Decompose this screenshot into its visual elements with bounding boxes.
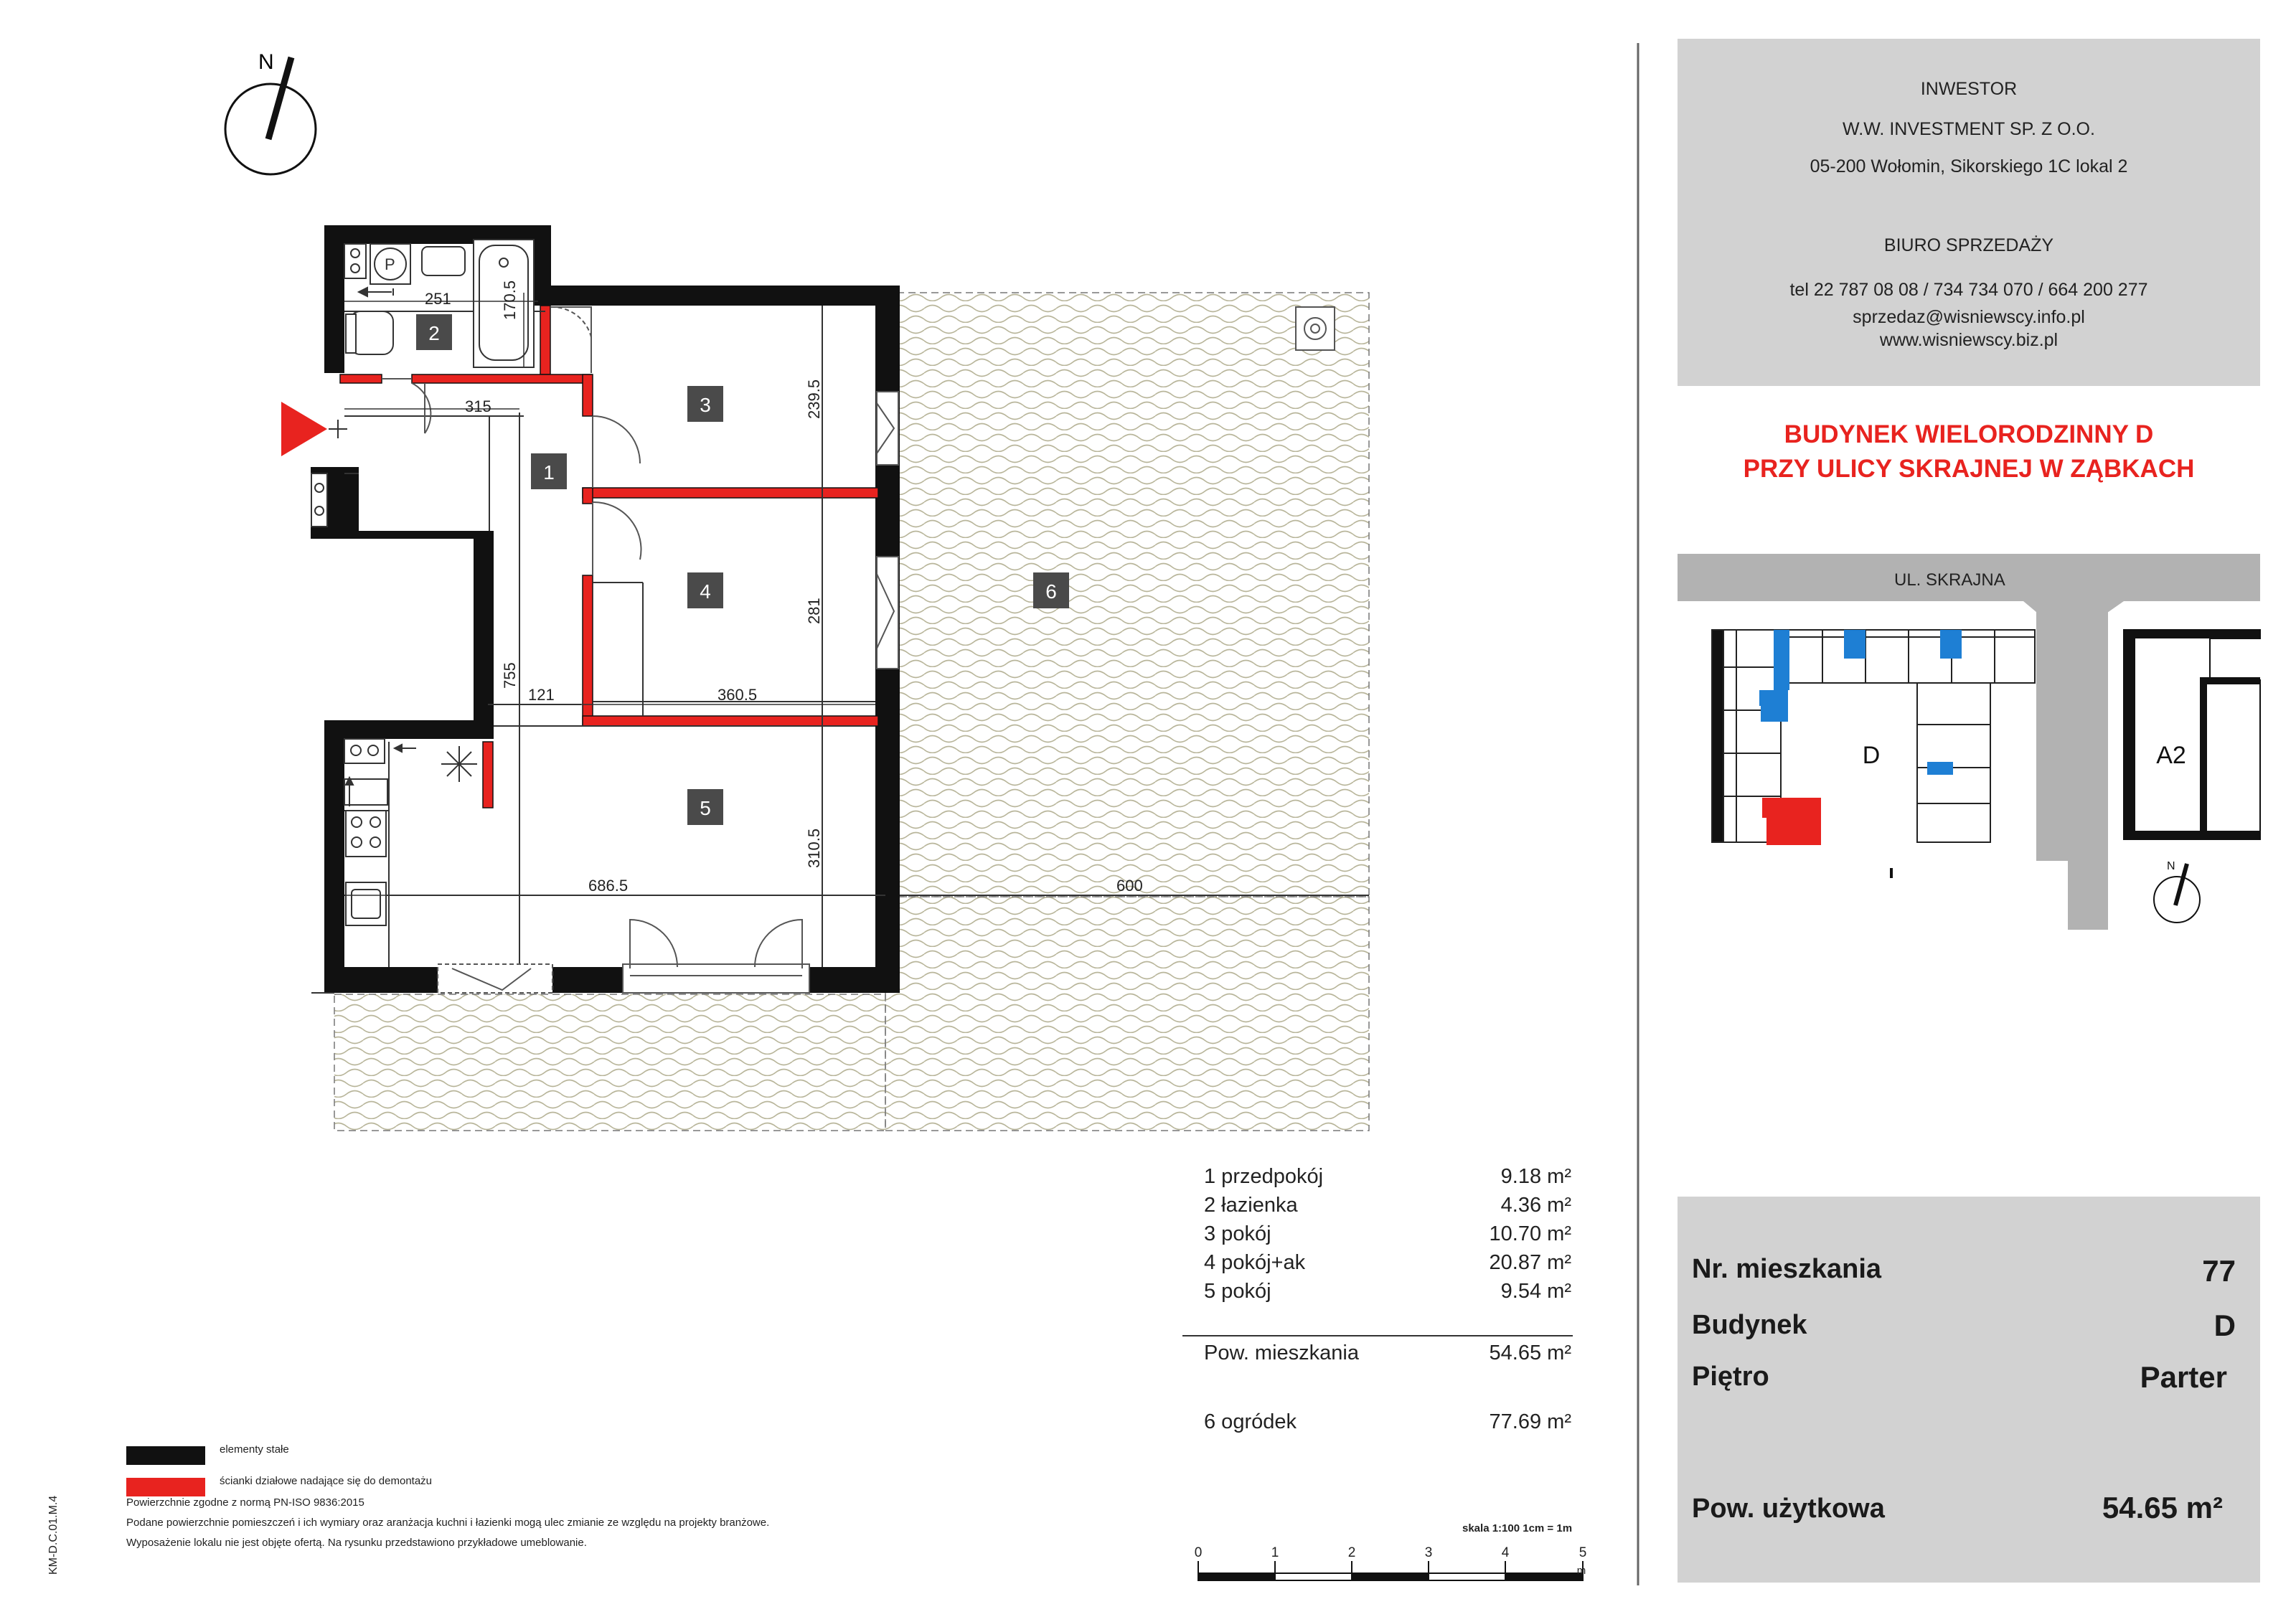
- sales-office-heading: BIURO SPRZEDAŻY: [1883, 235, 2054, 255]
- scale-tick-3: 3: [1424, 1545, 1433, 1560]
- area-row-label: 3 pokój: [1204, 1222, 1271, 1245]
- note-changes: Podane powierzchnie pomieszczeń i ich wymiary oraz aranżacja kuchni i łazienki mogą ulec zmianie ze względu na projekty branżowe.: [126, 1517, 770, 1529]
- site-north-label: N: [2167, 860, 2175, 872]
- floor-value: Parter: [2140, 1360, 2227, 1394]
- street-name: UL. SKRAJNA: [1894, 570, 2005, 590]
- site-building-a2: A2: [2156, 742, 2186, 769]
- kitchen-fixtures: [344, 739, 477, 925]
- area-row-1: [1204, 1165, 1571, 1194]
- garden-area-row: [1204, 1410, 1571, 1439]
- legend-fixed-label: elementy stałe: [220, 1443, 289, 1456]
- building-title-line1: BUDYNEK WIELORODZINNY D: [1784, 420, 2154, 448]
- flat-number-value: 77: [2202, 1254, 2236, 1288]
- area-row-value: 10.70 m²: [1489, 1222, 1571, 1245]
- area-row-label: 2 łazienka: [1204, 1194, 1298, 1217]
- building-value: D: [2213, 1309, 2236, 1342]
- investor-heading: INWESTOR: [1920, 79, 2018, 99]
- building-d-outline: [1712, 630, 2035, 842]
- room-tag-6: 6: [1045, 580, 1057, 603]
- dim-bath-width: 251: [425, 290, 451, 308]
- sales-email[interactable]: sprzedaz@wisniewscy.info.pl: [1853, 307, 2085, 327]
- room-tag-3: 3: [700, 394, 711, 416]
- scale-tick-0: 0: [1194, 1545, 1203, 1560]
- scale-tick-5: 5: [1578, 1545, 1587, 1560]
- scale-tick-1: 1: [1271, 1545, 1279, 1560]
- room-tag-5: 5: [700, 797, 711, 819]
- site-plan: [1678, 554, 2260, 930]
- scale-unit: m: [1576, 1565, 1586, 1577]
- area-row-value: 4.36 m²: [1500, 1194, 1571, 1217]
- room-tag-4: 4: [700, 580, 711, 603]
- garden-area-value: 77.69 m²: [1489, 1410, 1571, 1433]
- north-compass-icon: [225, 50, 316, 174]
- drawing-code: KM-D.C.01.M.4: [47, 1495, 60, 1575]
- dim-room4-width: 360.5: [718, 686, 758, 704]
- investor-company: W.W. INVESTMENT SP. Z O.O.: [1843, 119, 2095, 139]
- building-title-line2: PRZY ULICY SKRAJNEJ W ZĄBKACH: [1743, 455, 2195, 483]
- scale-caption: skala 1:100 1cm = 1m: [1462, 1522, 1573, 1534]
- sales-phones: tel 22 787 08 08 / 734 734 070 / 664 200 277: [1789, 280, 2148, 300]
- area-row-3: [1204, 1222, 1571, 1251]
- scale-tick-4: 4: [1501, 1545, 1510, 1560]
- legend-removable-swatch: [126, 1478, 205, 1496]
- flat-area-value: 54.65 m²: [1489, 1342, 1571, 1364]
- flat-number-label: Nr. mieszkania: [1692, 1254, 1882, 1284]
- area-row-value: 20.87 m²: [1489, 1251, 1571, 1274]
- dim-room5-depth: 310.5: [805, 828, 823, 868]
- site-north-icon: [2154, 860, 2200, 923]
- garden-south: [334, 994, 885, 1131]
- investor-address: 05-200 Wołomin, Sikorskiego 1C lokal 2: [1810, 156, 2128, 176]
- dim-room4-depth: 281: [805, 598, 823, 624]
- room-tag-1: 1: [543, 461, 555, 484]
- note-standard: Powierzchnie zgodne z normą PN-ISO 9836:2015: [126, 1496, 364, 1509]
- area-row-4: [1204, 1251, 1571, 1280]
- garden-east: [885, 293, 1369, 897]
- dim-hall-gap: 121: [528, 686, 555, 704]
- legend-fixed-swatch: [126, 1446, 205, 1465]
- flat-area-label: Pow. mieszkania: [1204, 1342, 1359, 1364]
- area-row-value: 9.54 m²: [1500, 1280, 1571, 1303]
- dim-garden-width: 600: [1116, 877, 1143, 895]
- scale-bar: [1195, 1545, 1587, 1580]
- scale-tick-2: 2: [1347, 1545, 1356, 1560]
- dim-living-width: 686.5: [588, 877, 629, 895]
- dim-hall-width: 315: [465, 397, 491, 415]
- ventilation-arrow-icon: [359, 288, 416, 752]
- area-row-label: 4 pokój+ak: [1204, 1251, 1306, 1274]
- flat-area-row: [1204, 1342, 1571, 1370]
- building-label: Budynek: [1692, 1310, 1807, 1340]
- usable-area-value: 54.65 m²: [2102, 1491, 2223, 1524]
- area-row-value: 9.18 m²: [1500, 1165, 1571, 1188]
- dim-hall-length: 755: [501, 662, 519, 689]
- flat-summary-panel: [1678, 1197, 2260, 1583]
- garden-drain-icon: [1296, 307, 1335, 350]
- legend-removable-label: ścianki działowe nadające się do demontażu: [220, 1475, 433, 1487]
- cooktop-icon: [346, 811, 386, 857]
- site-building-d: D: [1862, 742, 1881, 769]
- sales-website[interactable]: www.wisniewscy.biz.pl: [1879, 330, 2059, 350]
- floor-label: Piętro: [1692, 1362, 1769, 1392]
- area-row-2: [1204, 1194, 1571, 1222]
- room-tag-2: 2: [428, 322, 440, 344]
- area-row-5: [1204, 1280, 1571, 1309]
- note-equipment: Wyposażenie lokalu nie jest objęte ofertą. Na rysunku przedstawiono przykładowe umeblowanie.: [126, 1537, 587, 1549]
- entrance-arrow-icon: [281, 402, 327, 456]
- dim-bath-height: 170.5: [501, 280, 519, 320]
- north-label: N: [258, 50, 274, 74]
- site-flat-marker: [1762, 798, 1821, 845]
- investor-panel: [1678, 39, 2260, 386]
- dim-room3-depth: 239.5: [805, 379, 823, 419]
- washer-label: P: [385, 255, 395, 273]
- garden-area-label: 6 ogródek: [1204, 1410, 1297, 1433]
- area-row-label: 5 pokój: [1204, 1280, 1271, 1303]
- usable-area-label: Pow. użytkowa: [1692, 1494, 1885, 1524]
- building-title: [1678, 418, 2260, 486]
- area-row-label: 1 przedpokój: [1204, 1165, 1324, 1188]
